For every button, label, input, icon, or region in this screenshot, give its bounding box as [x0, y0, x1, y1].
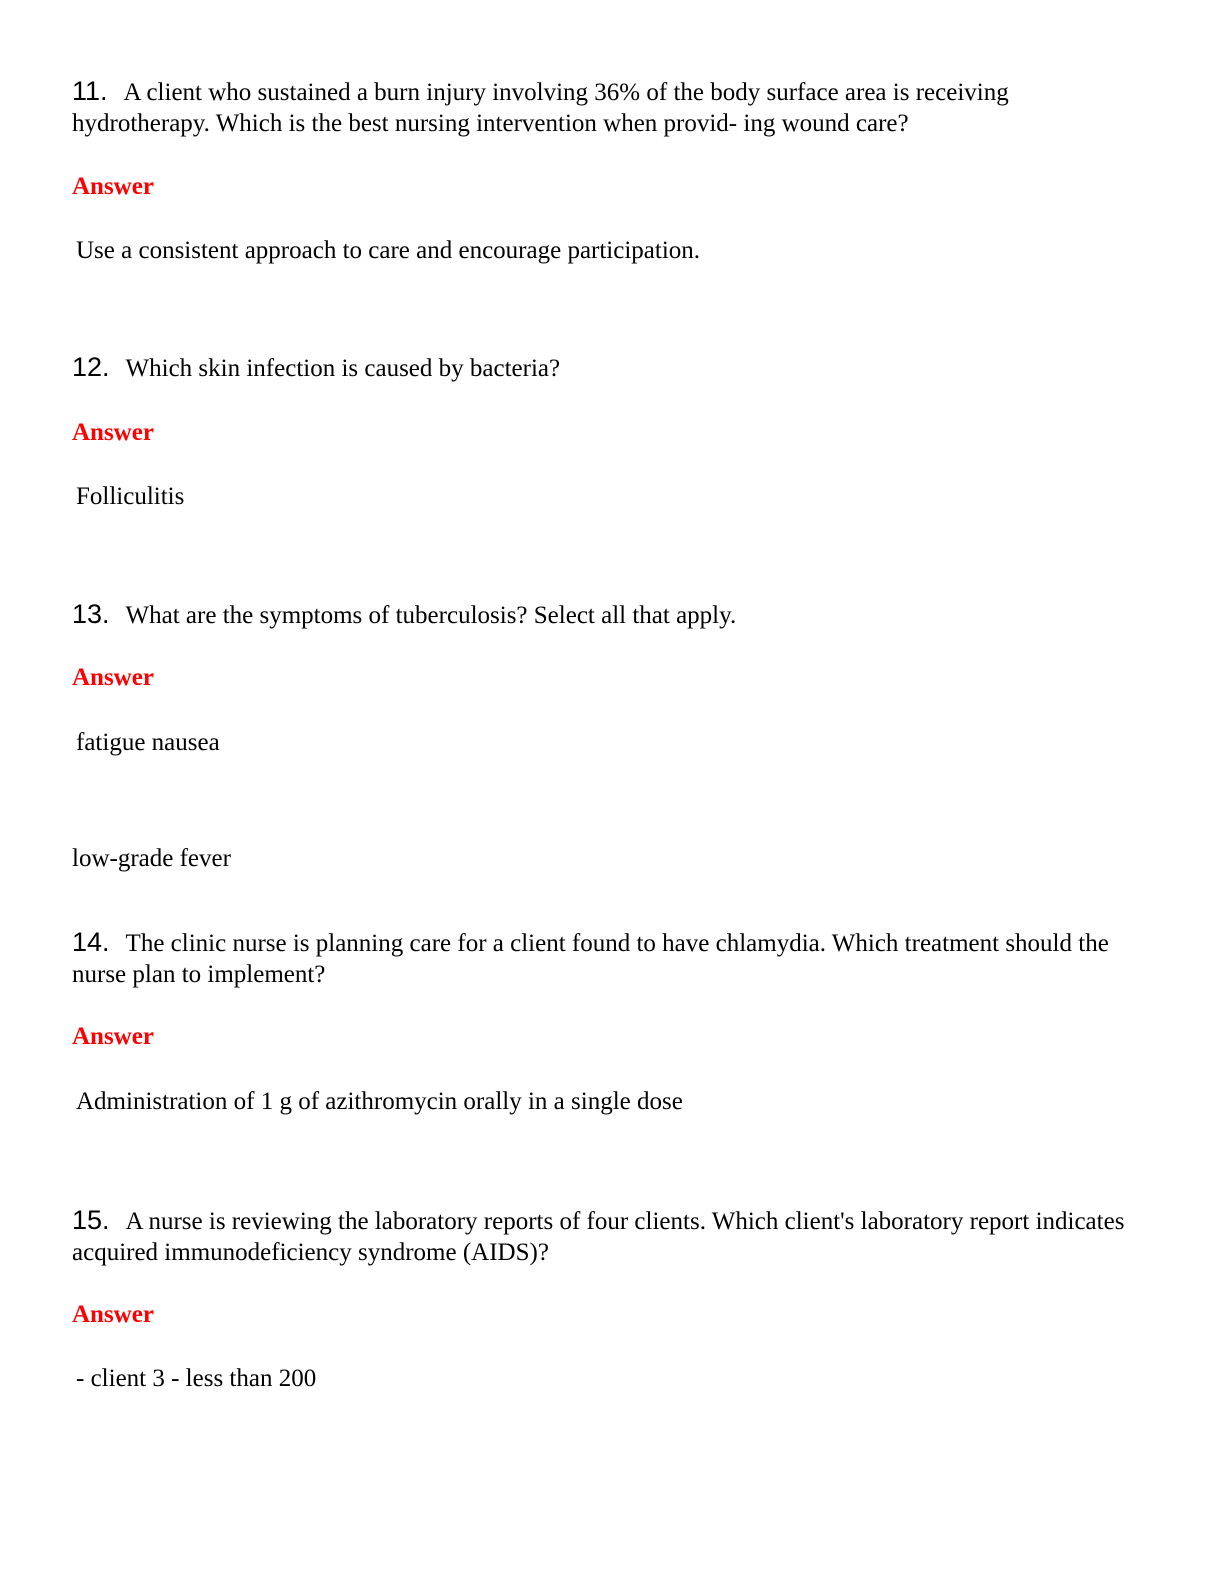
question-text: The clinic nurse is planning care for a client found to have chlamydia. Which treatment should the nurse plan to implement? [72, 930, 1109, 988]
question-15 [72, 1205, 1152, 1268]
question-text: Which skin infection is caused by bacteria? [125, 355, 561, 382]
question-text: A client who sustained a burn injury involving 36% of the body surface area is receiving hydrotherapy. Which is the best nursing intervention when provid- ing wound care? [72, 79, 1009, 137]
answer-label: Answer [72, 1023, 154, 1050]
answer-text: low-grade fever [72, 845, 231, 872]
question-number: 14. [72, 927, 110, 957]
answer-label: Answer [72, 1301, 154, 1328]
question-number: 13. [72, 599, 110, 629]
answer-text: - client 3 - less than 200 [76, 1365, 317, 1392]
answer-text: Use a consistent approach to care and encourage participation. [76, 237, 701, 264]
question-11 [72, 76, 1152, 139]
answer-text: Administration of 1 g of azithromycin orally in a single dose [76, 1088, 683, 1115]
answer-label: Answer [72, 419, 154, 446]
question-number: 12. [72, 352, 110, 382]
answer-text: fatigue nausea [76, 729, 220, 756]
question-12 [72, 352, 1152, 384]
question-text: What are the symptoms of tuberculosis? Select all that apply. [125, 602, 737, 629]
question-number: 15. [72, 1205, 110, 1235]
answer-label: Answer [72, 173, 154, 200]
question-text: A nurse is reviewing the laboratory reports of four clients. Which client's laboratory report indicates acquired immunodeficiency syndrome (AIDS)? [72, 1208, 1125, 1266]
question-number: 11. [72, 76, 108, 106]
answer-text: Folliculitis [76, 483, 185, 510]
answer-label: Answer [72, 664, 154, 691]
question-14 [72, 927, 1152, 990]
question-13 [72, 599, 1152, 631]
